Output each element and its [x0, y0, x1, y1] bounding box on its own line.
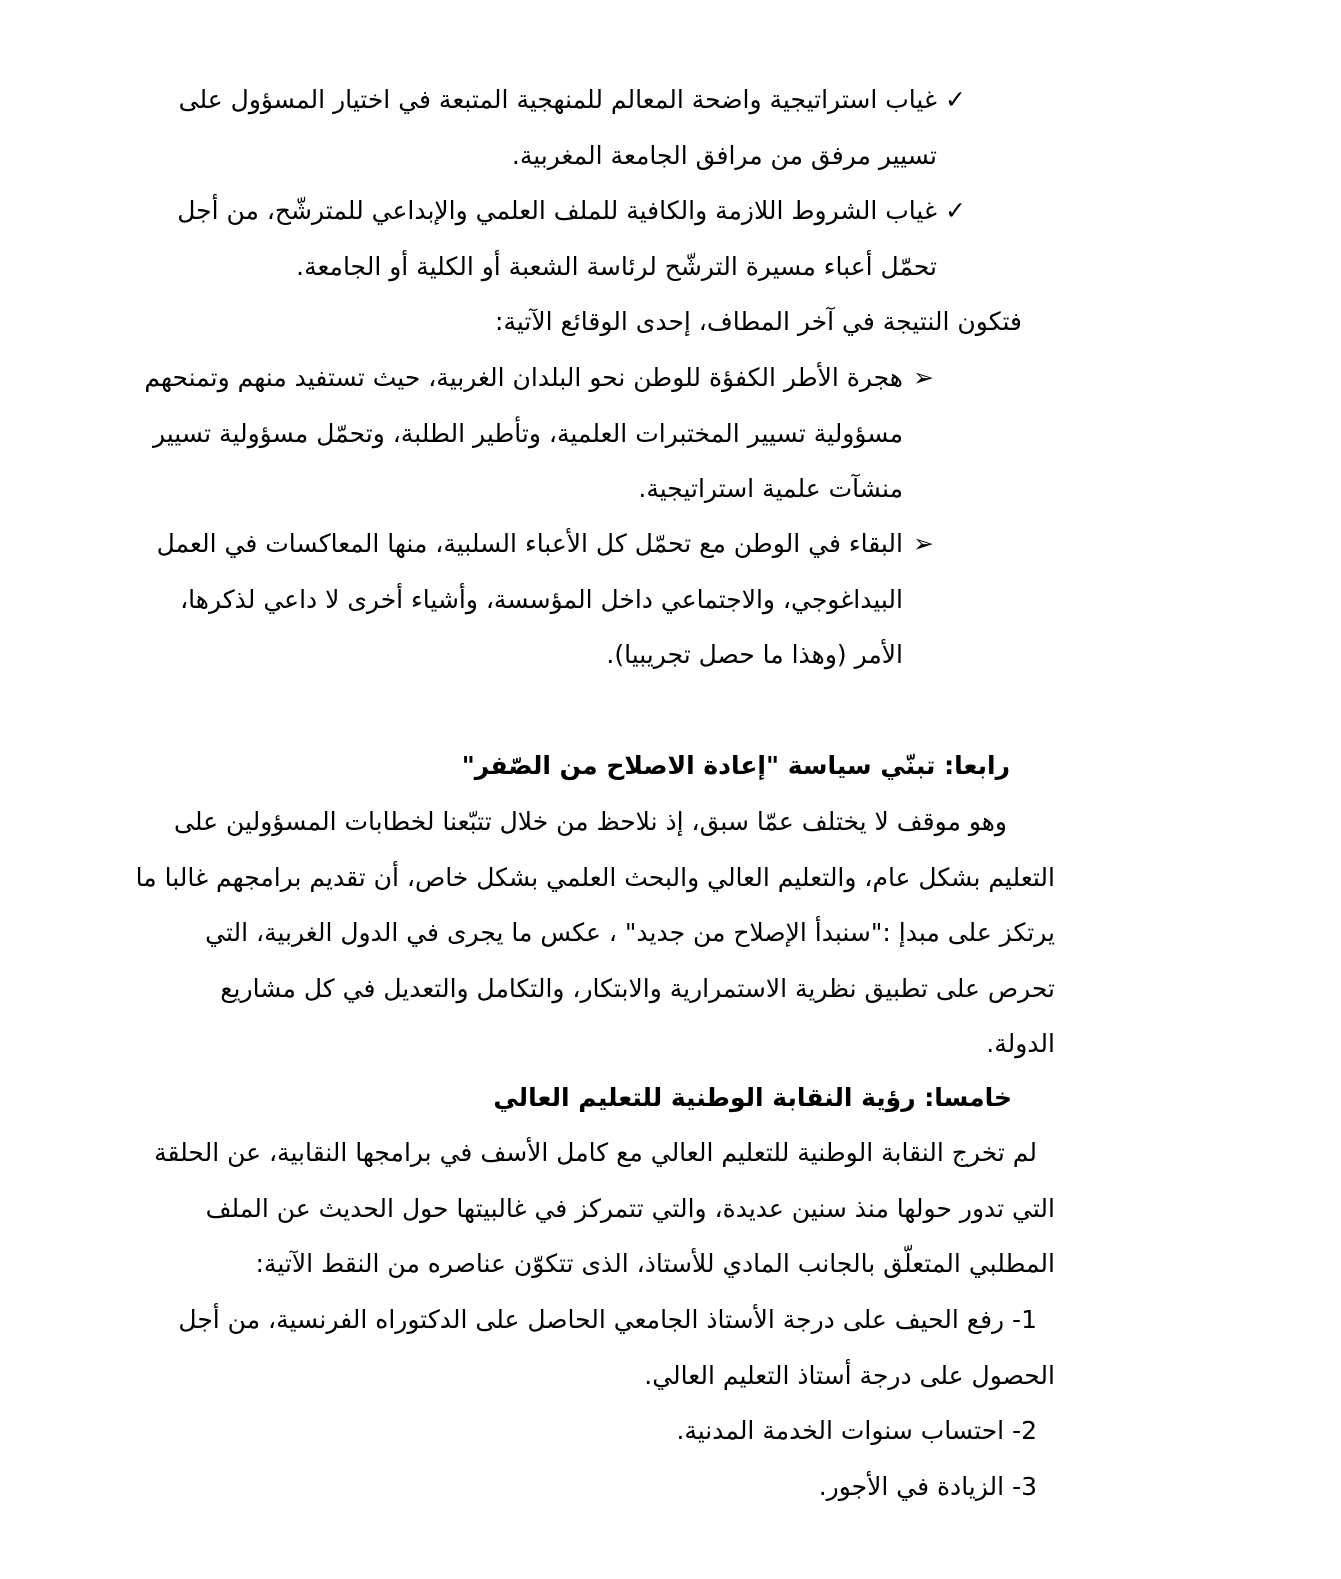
text-line: 1- رفع الحيف على درجة الأستاذ الجامعي الحاصل على الدكتوراه الفرنسية، من أجل [178, 1305, 1037, 1334]
text-line: غياب الشروط اللازمة والكافية للملف العلمي والإبداعي للمترشّح، من أجل [177, 196, 937, 225]
text-line: تسيير مرفق من مرافق الجامعة المغربية. [511, 140, 937, 170]
text-line: الحصول على درجة أستاذ التعليم العالي. [644, 1360, 1055, 1390]
arrow-item-2 [134, 516, 903, 683]
section-4-paragraph [133, 794, 1055, 1072]
arrow-item-1 [133, 350, 903, 517]
text-line: التي تدور حولها منذ سنين عديدة، والتي تتمركز في غالبيتها حول الحديث عن الملف [205, 1193, 1055, 1223]
text-line: هجرة الأطر الكفؤة للوطن نحو البلدان الغربية، حيث تستفيد منهم وتمنحهم [144, 363, 903, 392]
text-line: البيداغوجي، والاجتماعي داخل المؤسسة، وأشياء أخرى لا داعي لذكرها، [180, 584, 903, 614]
text-line: 3- الزيادة في الأجور. [818, 1472, 1037, 1501]
heading-text: خامسا: رؤية النقابة الوطنية للتعليم العالي [493, 1083, 1012, 1112]
numbered-item-3 [400, 1459, 1037, 1515]
text-line: لم تخرج النقابة الوطنية للتعليم العالي مع كامل الأسف في برامجها النقابية، عن الحلقة [154, 1138, 1037, 1167]
text-line: منشآت علمية استراتيجية. [638, 474, 903, 503]
text-line: تحرص على تطبيق نظرية الاستمرارية والابتكار، والتكامل والتعديل في كل مشاريع [220, 973, 1055, 1003]
arrow-bullet-icon: ➢ [913, 529, 934, 558]
checkmark-icon: ✓ [945, 196, 966, 225]
text-line: الدولة. [986, 1029, 1055, 1058]
numbered-item-1 [133, 1292, 1055, 1403]
text-line: 2- احتساب سنوات الخدمة المدنية. [676, 1416, 1037, 1445]
text-line: التعليم بشكل عام، والتعليم العالي والبحث العلمي بشكل خاص، أن تقديم برامجهم غالبا ما [135, 862, 1055, 892]
text-line: البقاء في الوطن مع تحمّل كل الأعباء السلبية، منها المعاكسات في العمل [156, 529, 903, 558]
text-line: فتكون النتيجة في آخر المطاف، إحدى الوقائع الآتية: [495, 307, 1022, 336]
section-4-heading [400, 738, 1010, 794]
text-line: مسؤولية تسيير المختبرات العلمية، وتأطير الطلبة، وتحمّل مسؤولية تسيير [152, 418, 903, 448]
arrow-bullet-icon: ➢ [913, 363, 934, 392]
check-item-2 [156, 183, 937, 294]
heading-text: رابعا: تبنّي سياسة "إعادة الاصلاح من الصّفر" [461, 751, 1010, 780]
checkmark-icon: ✓ [945, 85, 966, 114]
text-line: المطلبي المتعلّق بالجانب المادي للأستاذ، الذى تتكوّن عناصره من النقط الآتية: [255, 1249, 1055, 1278]
text-line: يرتكز على مبدإ :"سنبدأ الإصلاح من جديد" ، عكس ما يجرى في الدول الغربية، التي [205, 918, 1055, 947]
text-line: غياب استراتيجية واضحة المعالم للمنهجية المتبعة في اختيار المسؤول على [178, 85, 937, 114]
result-intro [300, 294, 1022, 350]
text-line: الأمر (وهذا ما حصل تجريبيا). [606, 640, 903, 669]
section-5-paragraph [133, 1125, 1055, 1292]
section-5-heading [460, 1070, 1012, 1126]
text-line: تحمّل أعباء مسيرة الترشّح لرئاسة الشعبة أو الكلية أو الجامعة. [296, 251, 937, 281]
numbered-item-2 [400, 1403, 1037, 1459]
check-item-1 [152, 72, 937, 183]
text-line: وهو موقف لا يختلف عمّا سبق، إذ نلاحظ من خلال تتبّعنا لخطابات المسؤولين على [174, 807, 1007, 836]
